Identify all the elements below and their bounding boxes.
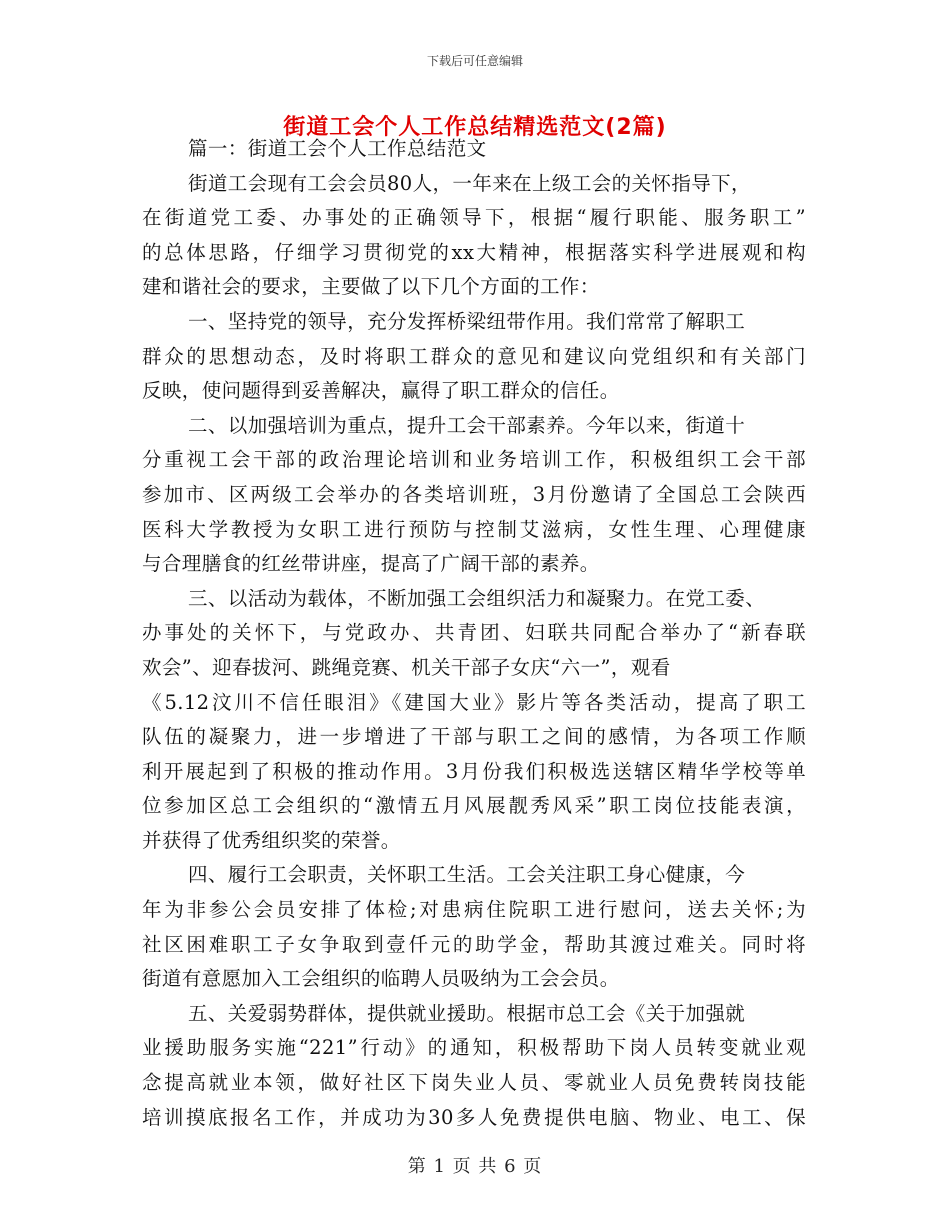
text-line: 位参加区总工会组织的“激情五月风展靓秀风采”职工岗位技能表演， <box>142 794 806 818</box>
text-line: 业援助服务实施“221”行动》的通知，积极帮助下岗人员转变就业观 <box>142 1036 806 1060</box>
document-body <box>142 132 806 1135</box>
document-title: 街道工会个人工作总结精选范文(2篇) <box>283 115 667 140</box>
text-line: 五、关爱弱势群体，提供就业援助。根据市总工会《关于加强就 <box>188 1001 746 1025</box>
section-heading: 篇一：街道工会个人工作总结范文 <box>188 137 487 160</box>
text-line: 建和谐社会的要求，主要做了以下几个方面的工作： <box>142 275 600 299</box>
text-line: 利开展起到了积极的推动作用。3月份我们积极选送辖区精华学校等单 <box>142 759 806 783</box>
text-line: 社区困难职工子女争取到壹仟元的助学金，帮助其渡过难关。同时将 <box>142 932 806 956</box>
page-number: 第 1 页 共 6 页 <box>407 1156 543 1177</box>
text-line: 培训摸底报名工作，并成功为30多人免费提供电脑、物业、电工、保 <box>142 1105 806 1129</box>
text-line: 群众的思想动态，及时将职工群众的意见和建议向党组织和有关部门 <box>142 344 806 368</box>
text-line: 二、以加强培训为重点，提升工会干部素养。今年以来，街道十 <box>188 413 746 437</box>
text-line: 分重视工会干部的政治理论培训和业务培训工作，积极组织工会干部 <box>142 448 806 472</box>
text-line: 参加市、区两级工会举办的各类培训班，3月份邀请了全国总工会陕西 <box>142 482 806 506</box>
text-line: 街道有意愿加入工会组织的临聘人员吸纳为工会会员。 <box>142 967 620 991</box>
text-line: 在街道党工委、办事处的正确领导下，根据“履行职能、服务职工” <box>142 206 806 230</box>
text-line: 并获得了优秀组织奖的荣誉。 <box>142 828 401 852</box>
text-line: 街道工会现有工会会员80人，一年来在上级工会的关怀指导下， <box>188 171 751 195</box>
text-line: 一、坚持党的领导，充分发挥桥梁纽带作用。我们常常了解职工 <box>188 309 746 333</box>
text-line: 队伍的凝聚力，进一步增进了干部与职工之间的感情，为各项工作顺 <box>142 725 806 749</box>
text-line: 欢会”、迎春拔河、跳绳竞赛、机关干部子女庆“六一”，观看 <box>142 655 671 679</box>
text-line: 《5.12汶川不信任眼泪》《建国大业》影片等各类活动，提高了职工 <box>142 690 806 714</box>
text-line: 四、履行工会职责，关怀职工生活。工会关注职工身心健康，今 <box>188 863 746 887</box>
page-header-note: 下载后可任意编辑 <box>426 54 523 68</box>
text-line: 的总体思路，仔细学习贯彻党的xx大精神，根据落实科学进展观和构 <box>142 240 806 264</box>
text-line: 办事处的关怀下，与党政办、共青团、妇联共同配合举办了“新春联 <box>142 621 806 645</box>
text-line: 三、以活动为载体，不断加强工会组织活力和凝聚力。在党工委、 <box>188 586 766 610</box>
text-line: 医科大学教授为女职工进行预防与控制艾滋病，女性生理、心理健康 <box>142 517 806 541</box>
text-line: 反映，使问题得到妥善解决，赢得了职工群众的信任。 <box>142 379 620 403</box>
text-line: 与合理膳食的红丝带讲座，提高了广阔干部的素养。 <box>142 552 600 576</box>
text-line: 年为非参公会员安排了体检;对患病住院职工进行慰问，送去关怀;为 <box>142 898 806 922</box>
text-line: 念提高就业本领，做好社区下岗失业人员、零就业人员免费转岗技能 <box>142 1071 806 1095</box>
